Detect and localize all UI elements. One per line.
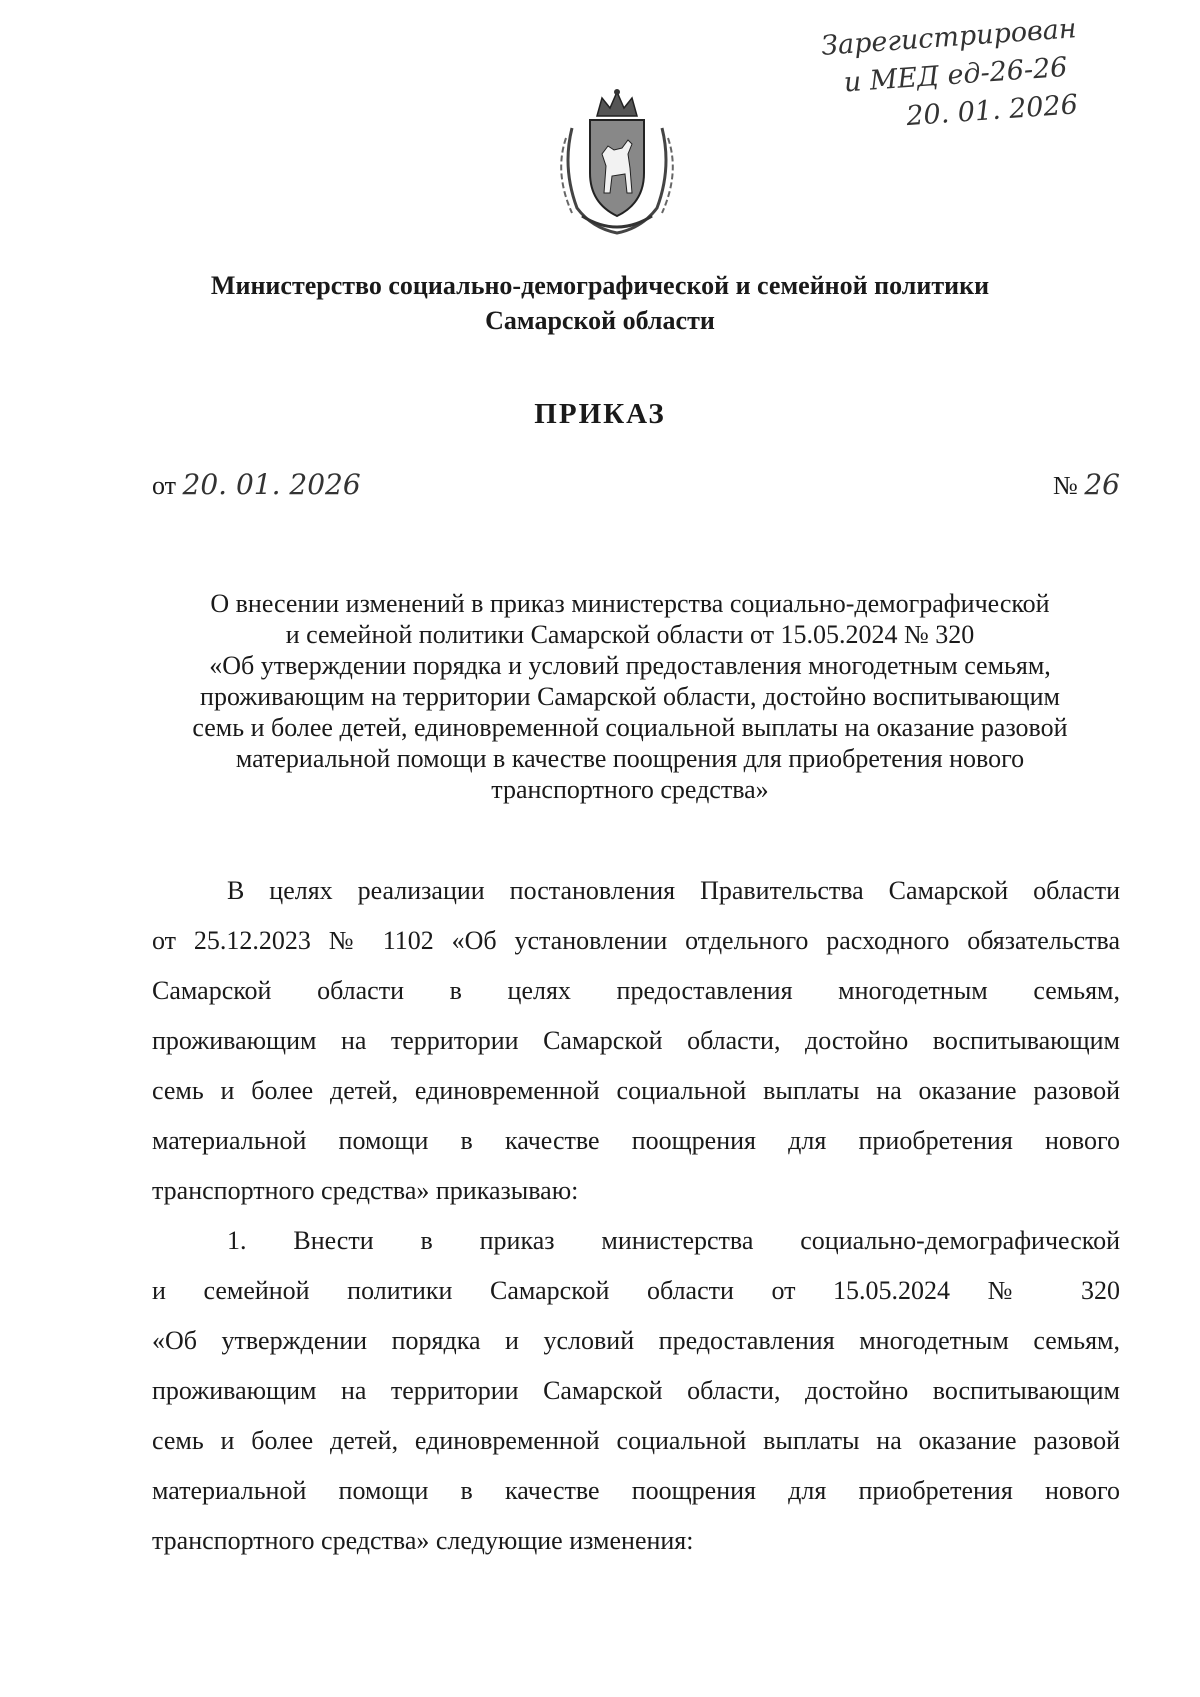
body-line: Самарской области в целях предоставления многодетным семьям, (152, 976, 1120, 1005)
subject-line: «Об утверждении порядка и условий предоставления многодетным семьям, (209, 651, 1051, 680)
stamp-line-3: 20. 01. 2026 (905, 89, 1079, 133)
date-field (152, 468, 361, 501)
subject-line: материальной помощи в качестве поощрения для приобретения нового (235, 744, 1025, 773)
body-line: проживающим на территории Самарской области, достойно воспитывающим (152, 1026, 1120, 1055)
registration-stamp (820, 5, 1157, 142)
number-handwritten: 26 (1084, 468, 1120, 501)
subject-line: О внесении изменений в приказ министерства социально-демографической (210, 589, 1050, 618)
body-line: и семейной политики Самарской области от 15.05.2024 № 320 (152, 1276, 1120, 1305)
ministry-line-1: Министерство социально-демографической и семейной политики (210, 271, 990, 300)
body-line: проживающим на территории Самарской области, достойно воспитывающим (152, 1376, 1120, 1405)
ministry-name (120, 268, 1080, 338)
document-body (152, 866, 1120, 1566)
ministry-line-2: Самарской области (485, 306, 715, 335)
subject-line: и семейной политики Самарской области от 15.05.2024 № 320 (285, 620, 975, 649)
body-line: 1. Внести в приказ министерства социально-демографической (227, 1226, 1120, 1255)
document-type: ПРИКАЗ (534, 398, 666, 430)
subject-line: транспортного средства» (491, 775, 769, 804)
body-line: транспортного средства» следующие изменения: (152, 1526, 694, 1555)
document-subject (140, 588, 1120, 805)
number-prefix: № (1053, 471, 1078, 500)
number-field (1053, 468, 1120, 501)
date-number-line (152, 468, 1120, 508)
subject-line: проживающим на территории Самарской области, достойно воспитывающим (200, 682, 1060, 711)
stamp-line-2: и МЕД ед-26-26 (842, 51, 1069, 99)
body-line: материальной помощи в качестве поощрения для приобретения нового (152, 1476, 1120, 1505)
stamp-line-1: Зарегистрирован (820, 13, 1078, 62)
samara-coat-of-arms-icon (552, 88, 682, 238)
body-line: В целях реализации постановления Правительства Самарской области (227, 876, 1120, 905)
body-line: семь и более детей, единовременной социальной выплаты на оказание разовой (152, 1076, 1120, 1105)
body-line: материальной помощи в качестве поощрения для приобретения нового (152, 1126, 1120, 1155)
body-line: от 25.12.2023 № 1102 «Об установлении отдельного расходного обязательства (152, 926, 1120, 955)
date-handwritten: 20. 01. 2026 (182, 468, 361, 501)
body-line: «Об утверждении порядка и условий предоставления многодетным семьям, (152, 1326, 1120, 1355)
body-line: семь и более детей, единовременной социальной выплаты на оказание разовой (152, 1426, 1120, 1455)
date-prefix: от (152, 471, 177, 500)
body-line: транспортного средства» приказываю: (152, 1176, 579, 1205)
subject-line: семь и более детей, единовременной социальной выплаты на оказание разовой (192, 713, 1068, 742)
